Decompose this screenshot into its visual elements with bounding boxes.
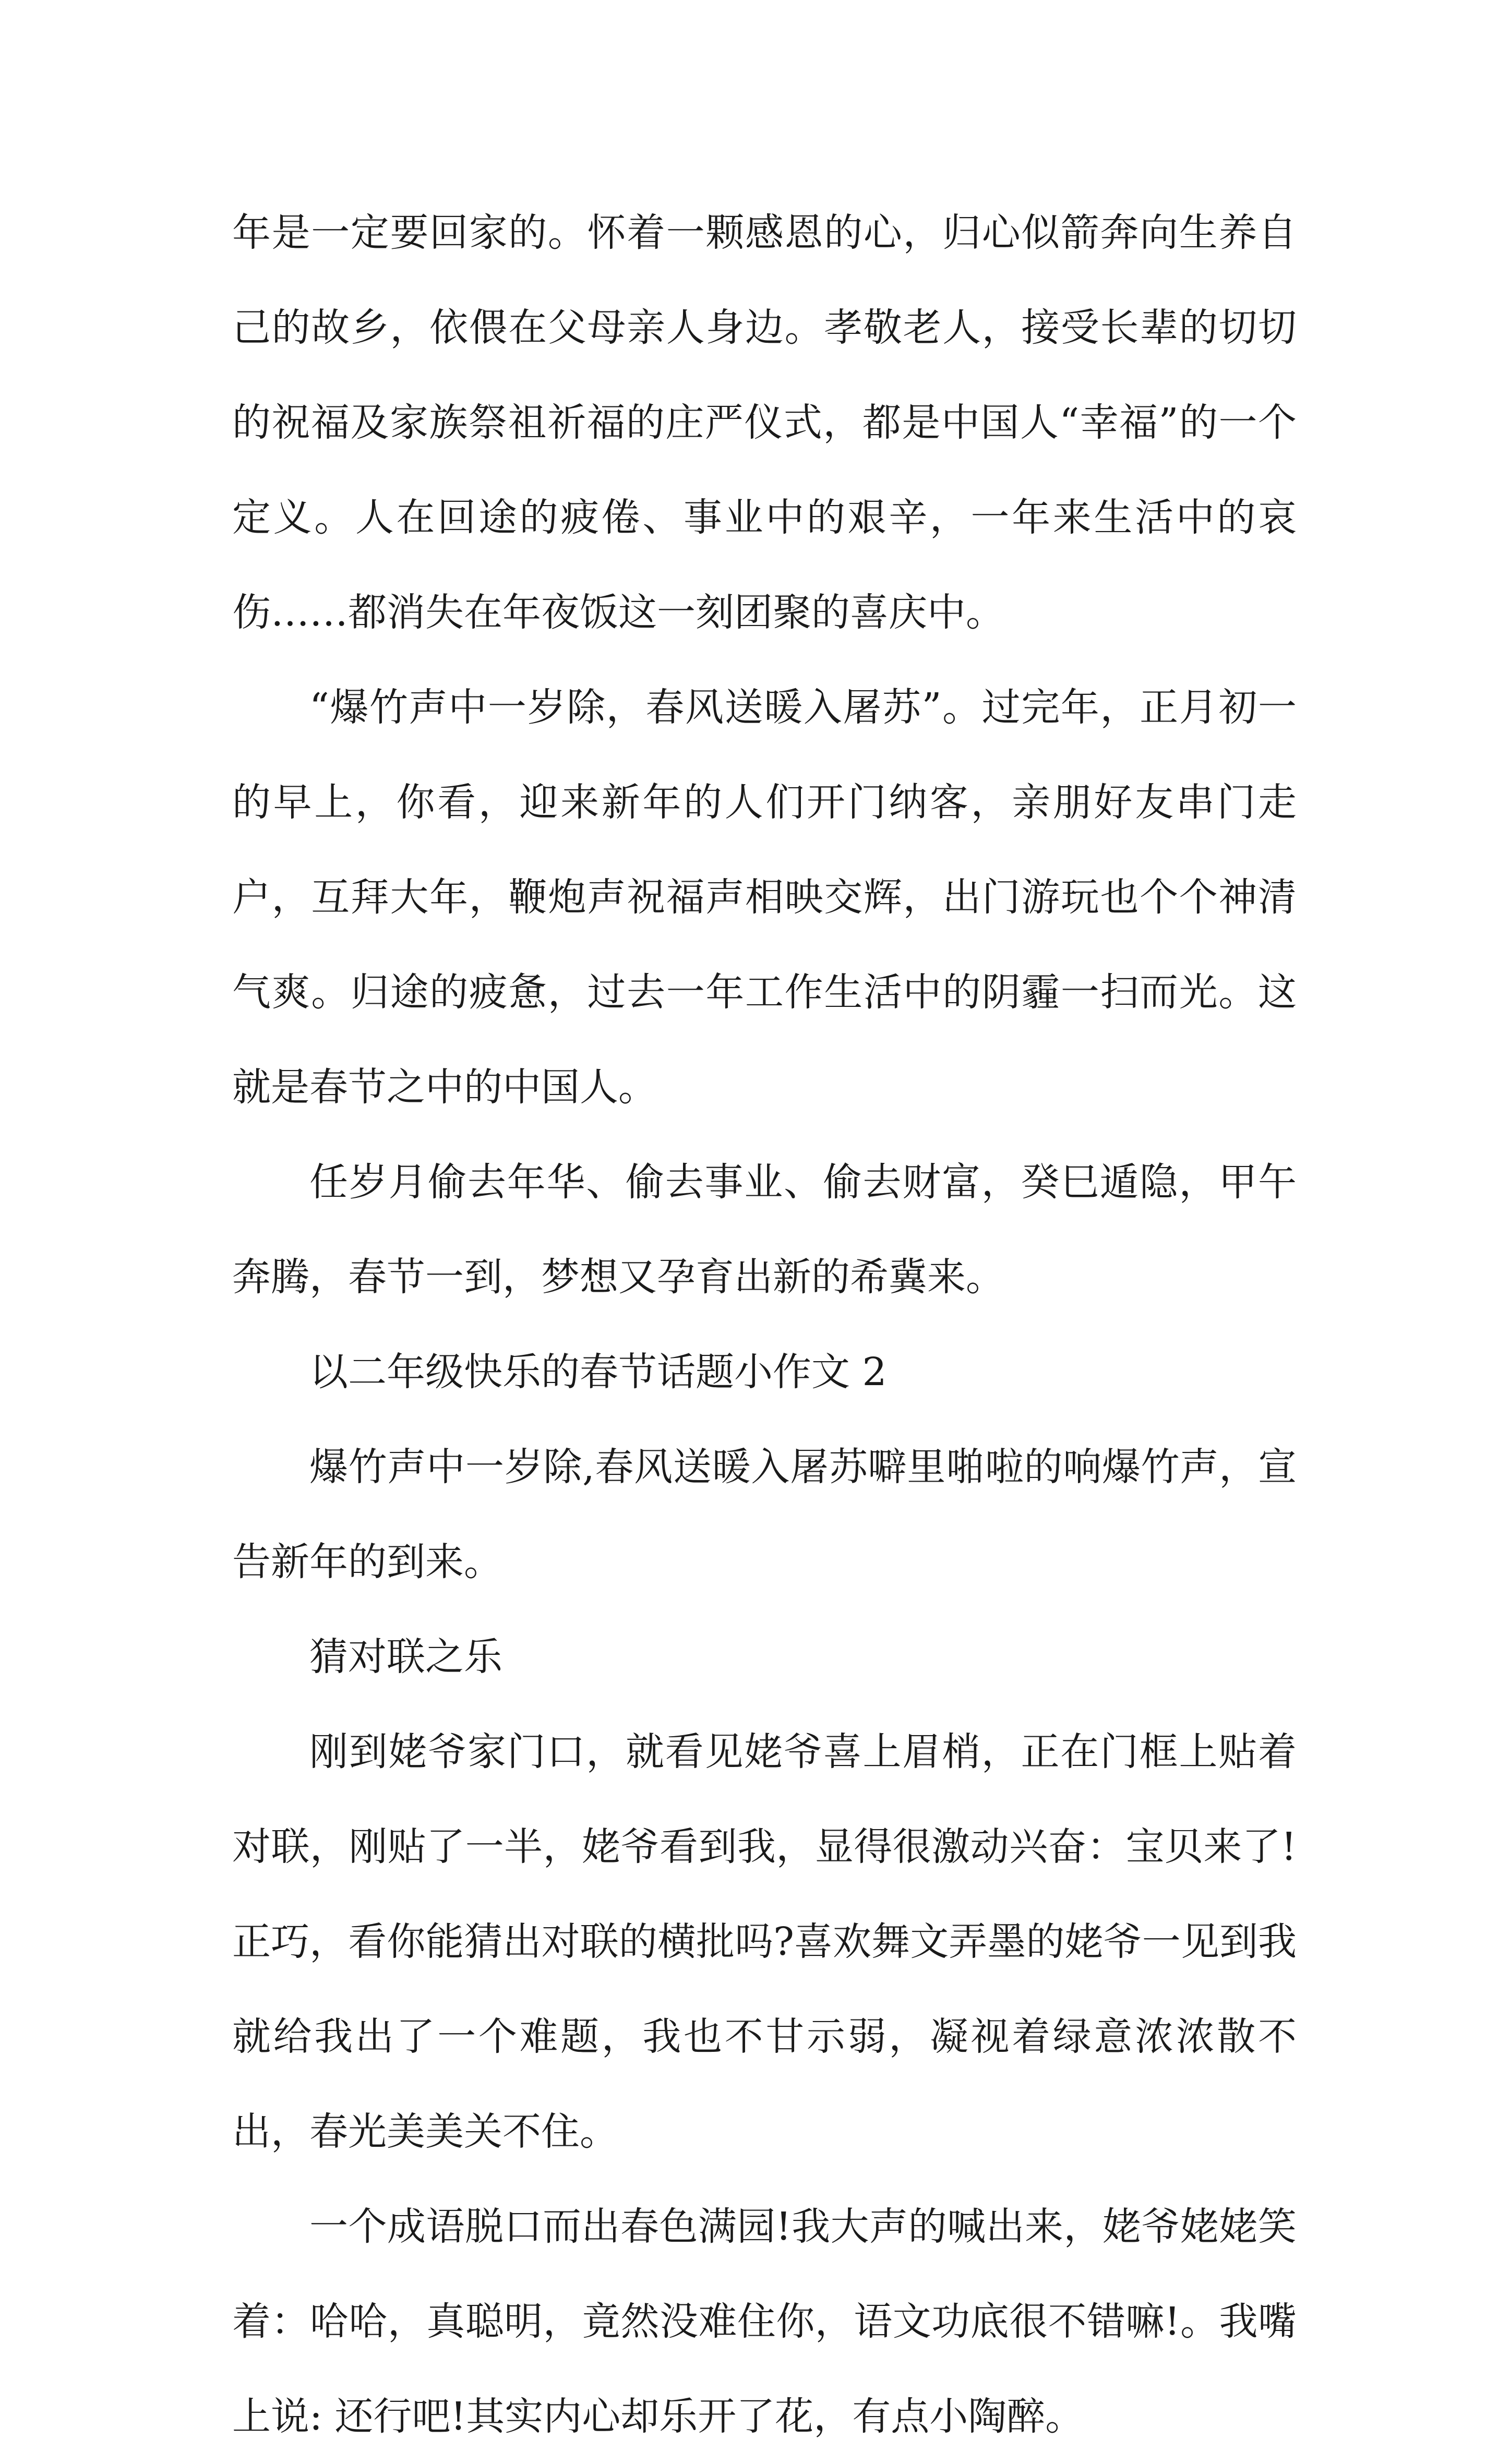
paragraph: 年是一定要回家的。怀着一颗感恩的心，归心似箭奔向生养自己的故乡，依偎在父母亲人身边。孝敬老人，接受长辈的切切的祝福及家族祭祖祈福的庄严仪式，都是中国人“幸福”的一个定义。人在回途的疲倦、事业中的艰辛，一年来生活中的哀伤……都消失在年夜饭这一刻团聚的喜庆中。 [232,210,1297,635]
paragraph: 一个成语脱口而出春色满园!我大声的喊出来，姥爷姥姥笑着：哈哈，真聪明，竟然没难住你，语文功底很不错嘛!。我嘴上说: 还行吧!其实内心却乐开了花，有点小陶醉。 [232,2204,1297,2439]
paragraph: “爆竹声中一岁除，春风送暖入屠苏”。过完年，正月初一的早上，你看，迎来新年的人们开门纳客，亲朋好友串门走户，互拜大年，鞭炮声祝福声相映交辉，出门游玩也个个神清气爽。归途的疲惫，过去一年工作生活中的阴霾一扫而光。这就是春节之中的中国人。 [232,685,1297,1110]
document-body [232,185,1297,2464]
paragraph: 任岁月偷去年华、偷去事业、偷去财富，癸巳遁隐，甲午奔腾，春节一到，梦想又孕育出新的希冀来。 [232,1160,1297,1300]
subheading: 猜对联之乐 [309,1634,502,1679]
paragraph: 刚到姥爷家门口，就看见姥爷喜上眉梢，正在门框上贴着对联，刚贴了一半，姥爷看到我，显得很激动兴奋：宝贝来了!正巧，看你能猜出对联的横批吗?喜欢舞文弄墨的姥爷一见到我就给我出了一个难题，我也不甘示弱，凝视着绿意浓浓散不出，春光美美关不住。 [232,1729,1297,2154]
section-heading: 以二年级快乐的春节话题小作文 2 [309,1350,887,1395]
paragraph: 爆竹声中一岁除,春风送暖入屠苏噼里啪啦的响爆竹声，宣告新年的到来。 [232,1445,1297,1584]
